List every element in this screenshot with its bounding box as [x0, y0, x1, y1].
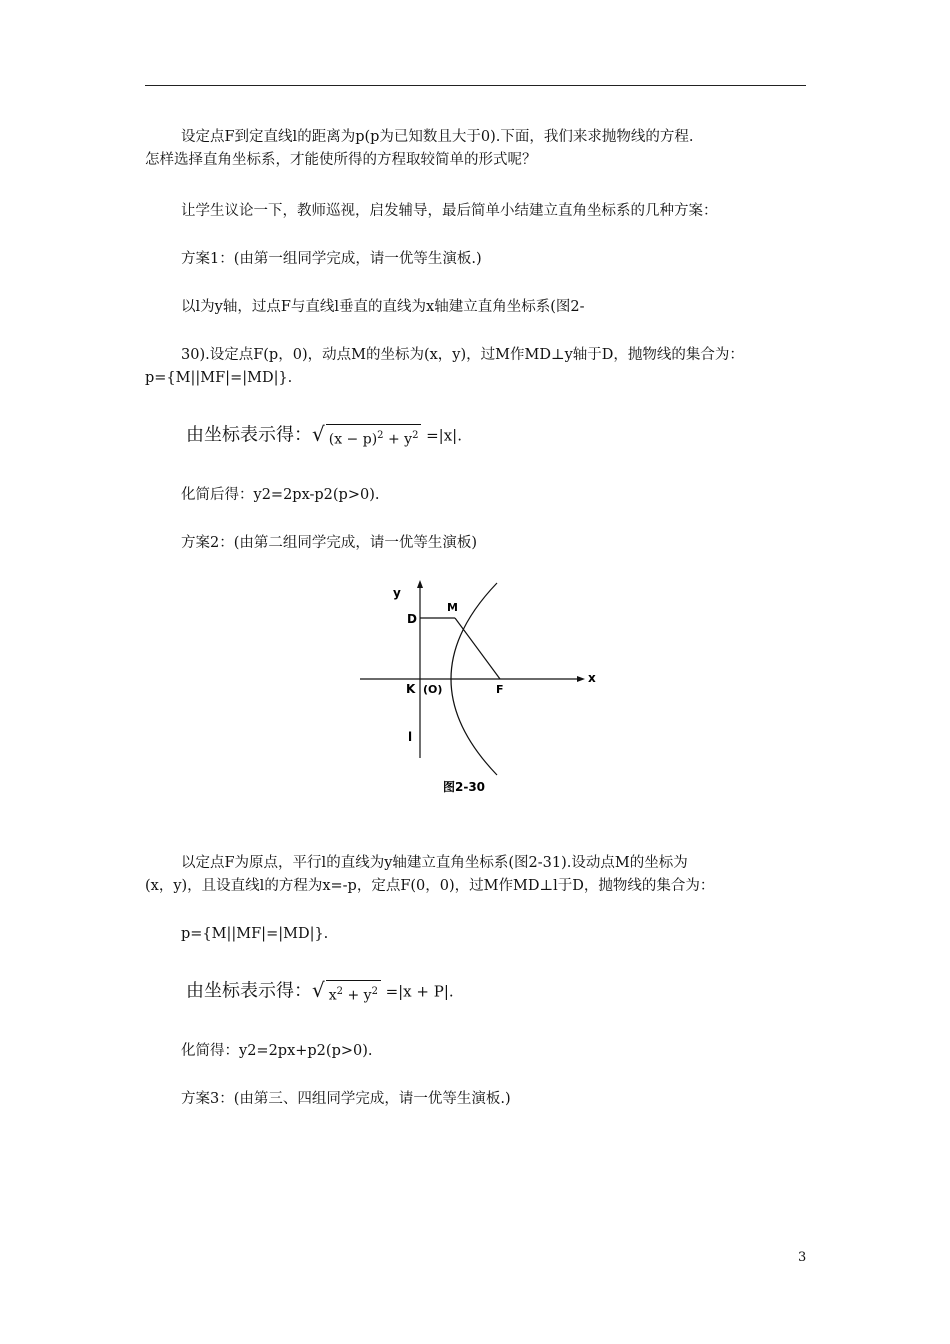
para1-line2: 怎样选择直角坐标系，才能使所得的方程取较简单的形式呢？	[145, 152, 537, 168]
label-x: x	[588, 671, 596, 685]
plan1-line3: p={M||MF|=|MD|}.	[145, 370, 293, 386]
label-K: K	[406, 682, 416, 696]
label-O: (O)	[423, 683, 443, 696]
sqrt-sign: √ $(x - p)^2 + y^2$	[312, 424, 421, 449]
formula2-prefix: 由坐标表示得：	[186, 980, 312, 1002]
plan1-line2: 30).设定点F(p，0)，动点M的坐标为(x，y)，过M作MD⊥y轴于D，抛物线的集合为：	[181, 347, 744, 363]
formula1-radicand: (x − p)	[328, 431, 378, 448]
formula1-rhs: =|x|.	[426, 426, 462, 445]
formula1-prefix: 由坐标表示得：	[186, 424, 312, 446]
plan2-line3: p={M||MF|=|MD|}.	[181, 926, 329, 942]
label-l: l	[408, 730, 413, 744]
plan1-line1: 以l为y轴，过点F与直线l垂直的直线为x轴建立直角坐标系(图2-	[181, 299, 585, 315]
formula2-x: x	[328, 987, 337, 1004]
plan2-result: 化简得：y2=2px+p2(p>0).	[181, 1043, 373, 1059]
plan2-line2: (x，y)，且设直线l的方程为x=-p，定点F(0，0)，过M作MD⊥l于D，抛物线的集合为：	[145, 878, 715, 894]
plan1-result: 化简后得：y2=2px-p2(p>0).	[181, 487, 380, 503]
sqrt-sign: √ $x^2 + y^2$	[312, 980, 381, 1005]
label-F: F	[496, 683, 504, 696]
plan1-title: 方案1：(由第一组同学完成，请一优等生演板.)	[181, 251, 482, 267]
formula1	[186, 424, 462, 449]
label-M: M	[447, 601, 458, 614]
para2: 让学生议论一下，教师巡视，启发辅导，最后简单小结建立直角坐标系的几种方案：	[181, 203, 718, 219]
label-y: y	[393, 586, 401, 600]
plan2-title: 方案2：(由第二组同学完成，请一优等生演板)	[181, 535, 478, 551]
header-rule	[145, 85, 806, 86]
figure-caption: 图2-30	[443, 780, 486, 794]
plan3-title: 方案3：(由第三、四组同学完成，请一优等生演板.)	[181, 1091, 511, 1107]
para1-line1: 设定点F到定直线l的距离为p(p为已知数且大于0).下面，我们来求抛物线的方程.	[181, 129, 694, 145]
formula2	[186, 980, 454, 1005]
page-number: 3	[798, 1250, 807, 1265]
label-D: D	[407, 612, 417, 626]
formula2-rhs: =|x + P|.	[385, 982, 454, 1001]
parabola-figure	[355, 578, 605, 803]
formula2-y: + y	[343, 987, 372, 1004]
formula1-y: + y	[383, 431, 413, 448]
plan2-line1: 以定点F为原点，平行l的直线为y轴建立直角坐标系(图2-31).设动点M的坐标为	[181, 855, 688, 871]
